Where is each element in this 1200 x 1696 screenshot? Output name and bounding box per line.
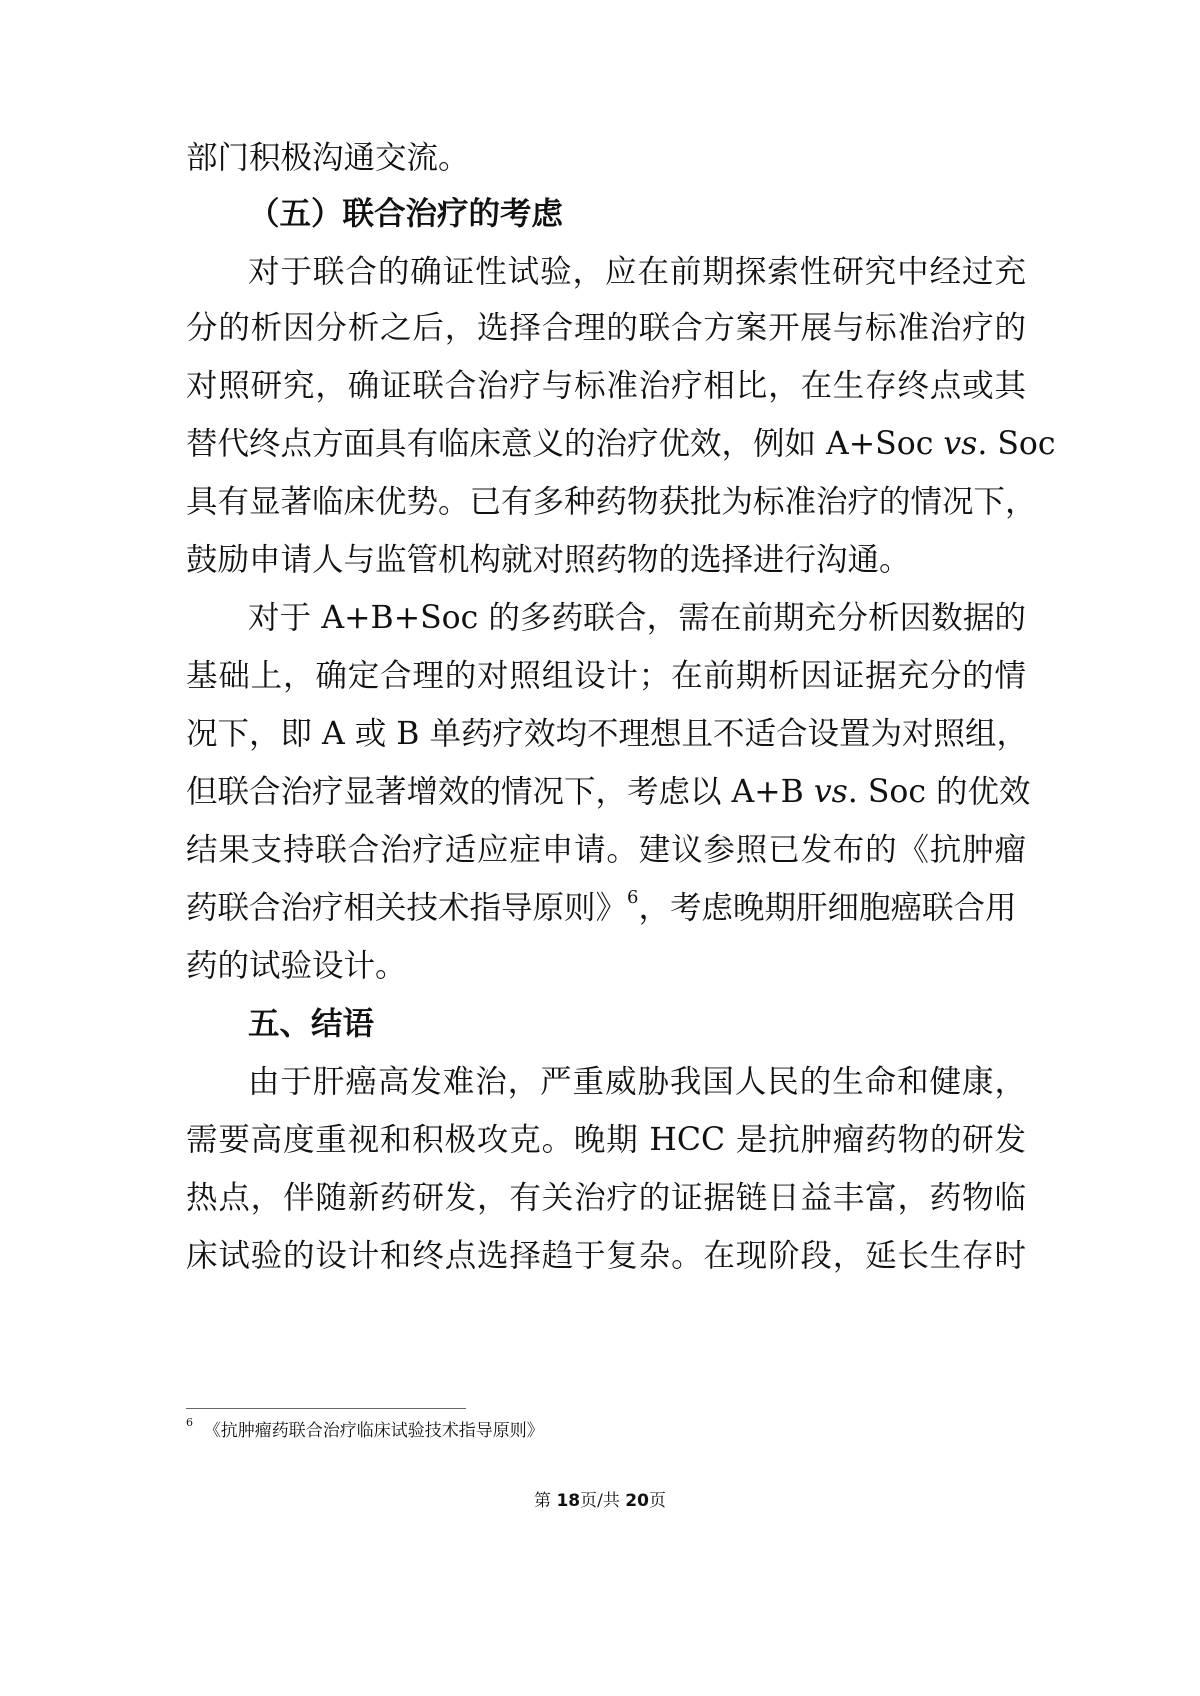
total-pages: 20 — [625, 1491, 649, 1511]
paragraph-line: 需要高度重视和积极攻克。晚期 HCC 是抗肿瘤药物的研发 — [186, 1122, 1026, 1158]
footnote-reference: 6 — [627, 886, 639, 908]
paragraph-line — [186, 762, 1031, 822]
paragraph-line: 由于肝癌高发难治，严重威胁我国人民的生命和健康， — [248, 1064, 1026, 1100]
paragraph-line: 结果支持联合治疗适应症申请。建议参照已发布的《抗肿瘤 — [186, 832, 1026, 868]
paragraph-line: 药的试验设计。 — [186, 948, 407, 984]
footnote — [186, 1418, 544, 1444]
paragraph-line: 基础上，确定合理的对照组设计；在前期析因证据充分的情 — [186, 658, 1026, 694]
paragraph-line: 对于 A+B+Soc 的多药联合，需在前期充分析因数据的 — [248, 600, 1026, 636]
page-number-separator: 页/共 — [580, 1491, 626, 1511]
text-run: 药联合治疗相关技术指导原则》 — [186, 890, 628, 926]
body-line: 部门积极沟通交流。 — [186, 140, 470, 176]
footnote-text: 《抗肿瘤药联合治疗临床试验技术指导原则》 — [203, 1421, 544, 1441]
page-number-prefix: 第 — [534, 1491, 557, 1511]
text-run: 替代终点方面具有临床意义的治疗优效，例如 A+Soc — [186, 426, 944, 462]
section-heading-conclusion: 五、结语 — [248, 1006, 375, 1042]
text-run: . Soc 的优效 — [847, 774, 1031, 810]
footnote-marker: 6 — [186, 1416, 193, 1430]
text-run: . Soc — [977, 426, 1056, 462]
paragraph-line: 热点，伴随新药研发，有关治疗的证据链日益丰富，药物临 — [186, 1180, 1026, 1216]
page-number — [0, 1488, 1200, 1514]
footnote-separator — [186, 1408, 466, 1409]
paragraph-line: 况下，即 A 或 B 单药疗效均不理想且不适合设置为对照组， — [186, 716, 1028, 752]
paragraph-line: 对照研究，确证联合治疗与标准治疗相比，在生存终点或其 — [186, 368, 1026, 404]
italic-text-run: vs — [943, 426, 978, 462]
paragraph-line: 鼓励申请人与监管机构就对照药物的选择进行沟通。 — [186, 542, 911, 578]
section-heading-combination-therapy: （五）联合治疗的考虑 — [248, 196, 564, 232]
paragraph-line: 具有显著临床优势。已有多种药物获批为标准治疗的情况下， — [186, 484, 1037, 520]
paragraph-line — [186, 414, 1056, 474]
paragraph-line: 床试验的设计和终点选择趋于复杂。在现阶段，延长生存时 — [186, 1238, 1026, 1274]
paragraph-line: 对于联合的确证性试验，应在前期探索性研究中经过充 — [248, 254, 1026, 290]
paragraph-line: 分的析因分析之后，选择合理的联合方案开展与标准治疗的 — [186, 310, 1026, 346]
text-run: 但联合治疗显著增效的情况下，考虑以 A+B — [186, 774, 814, 810]
current-page: 18 — [556, 1491, 581, 1511]
paragraph-line — [186, 878, 1026, 938]
italic-text-run: vs — [813, 774, 848, 810]
text-run: ，考虑晚期肝细胞癌联合用 — [638, 890, 1017, 926]
page-number-suffix: 页 — [648, 1491, 666, 1511]
